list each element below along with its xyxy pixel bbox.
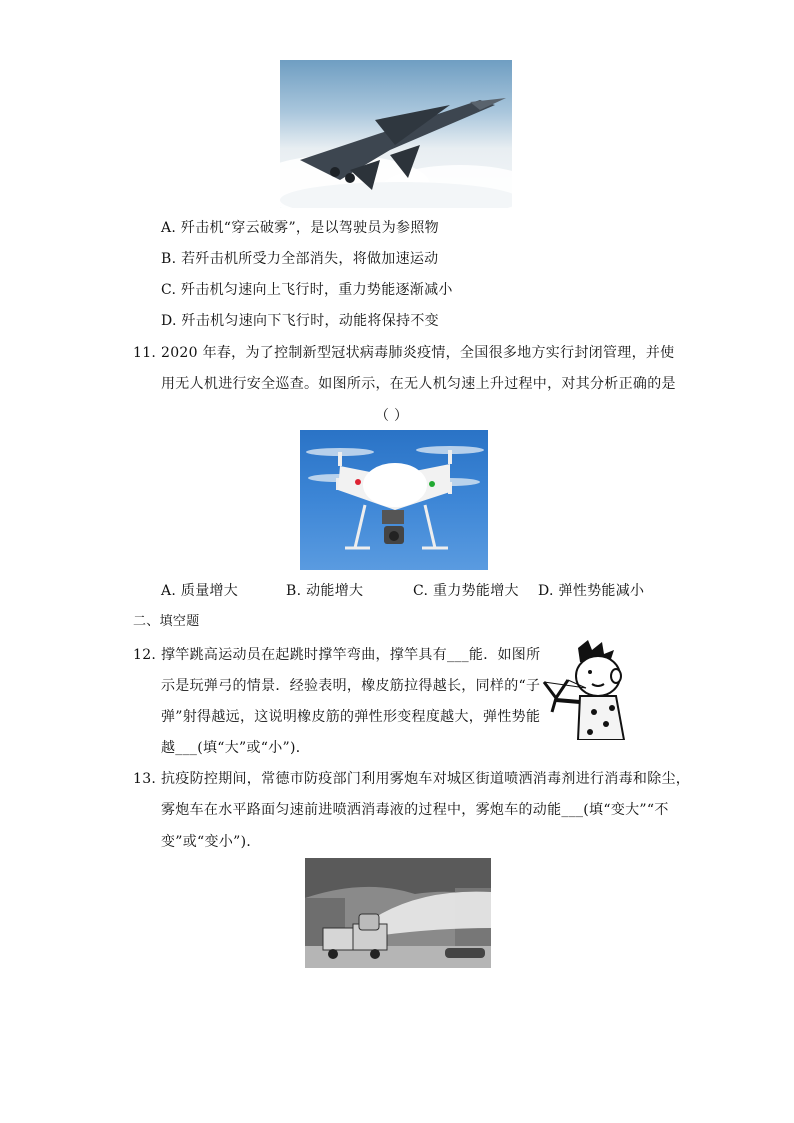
q12-number: 12. <box>133 647 157 663</box>
q13-line1: 抗疫防控期间，常德市防疫部门利用雾炮车对城区街道喷洒消毒剂进行消毒和除尘， <box>161 771 691 787</box>
q11-option-a: A. 质量增大 <box>161 583 239 599</box>
q12-line4: 越___(填“大”或“小”)． <box>161 740 311 756</box>
q13-number: 13. <box>133 771 157 787</box>
q13-line2: 雾炮车在水平路面匀速前进喷洒消毒液的过程中，雾炮车的动能___(填“变大”“不 <box>161 802 669 818</box>
q10-option-b: B. 若歼击机所受力全部消失，将做加速运动 <box>161 251 439 267</box>
q12-line1: 撑竿跳高运动员在起跳时撑竿弯曲，撑竿具有___能．如图所 <box>161 647 541 663</box>
q11-option-d: D. 弹性势能减小 <box>538 583 645 599</box>
q10-option-a: A. 歼击机“穿云破雾”，是以驾驶员为参照物 <box>161 220 439 236</box>
section-title: 二、填空题 <box>133 614 200 629</box>
q10-option-c: C. 歼击机匀速向上飞行时，重力势能逐渐减小 <box>161 282 453 298</box>
q11-number: 11. <box>133 345 157 361</box>
q11-answer-bracket: （ ） <box>375 408 409 424</box>
q10-option-d: D. 歼击机匀速向下飞行时，动能将保持不变 <box>161 313 439 329</box>
q11-stem-line1: 2020 年春，为了控制新型冠状病毒肺炎疫情，全国很多地方实行封闭管理，并使 <box>161 345 675 361</box>
q11-stem-line2: 用无人机进行安全巡查。如图所示，在无人机匀速上升过程中，对其分析正确的是 <box>161 376 676 392</box>
fighter-jet-image <box>280 60 512 208</box>
q11-option-b: B. 动能增大 <box>286 583 364 599</box>
q12-line3: 弹”射得越远，这说明橡皮筋的弹性形变程度越大，弹性势能 <box>161 709 541 725</box>
q13-line3: 变”或“变小”)． <box>161 834 261 850</box>
slingshot-boy-image <box>540 640 632 748</box>
q12-line2: 示是玩弹弓的情景．经验表明，橡皮筋拉得越长，同样的“子 <box>161 678 541 694</box>
q11-option-c: C. 重力势能增大 <box>413 583 519 599</box>
fog-cannon-truck-image <box>305 858 491 968</box>
drone-image <box>300 430 488 570</box>
